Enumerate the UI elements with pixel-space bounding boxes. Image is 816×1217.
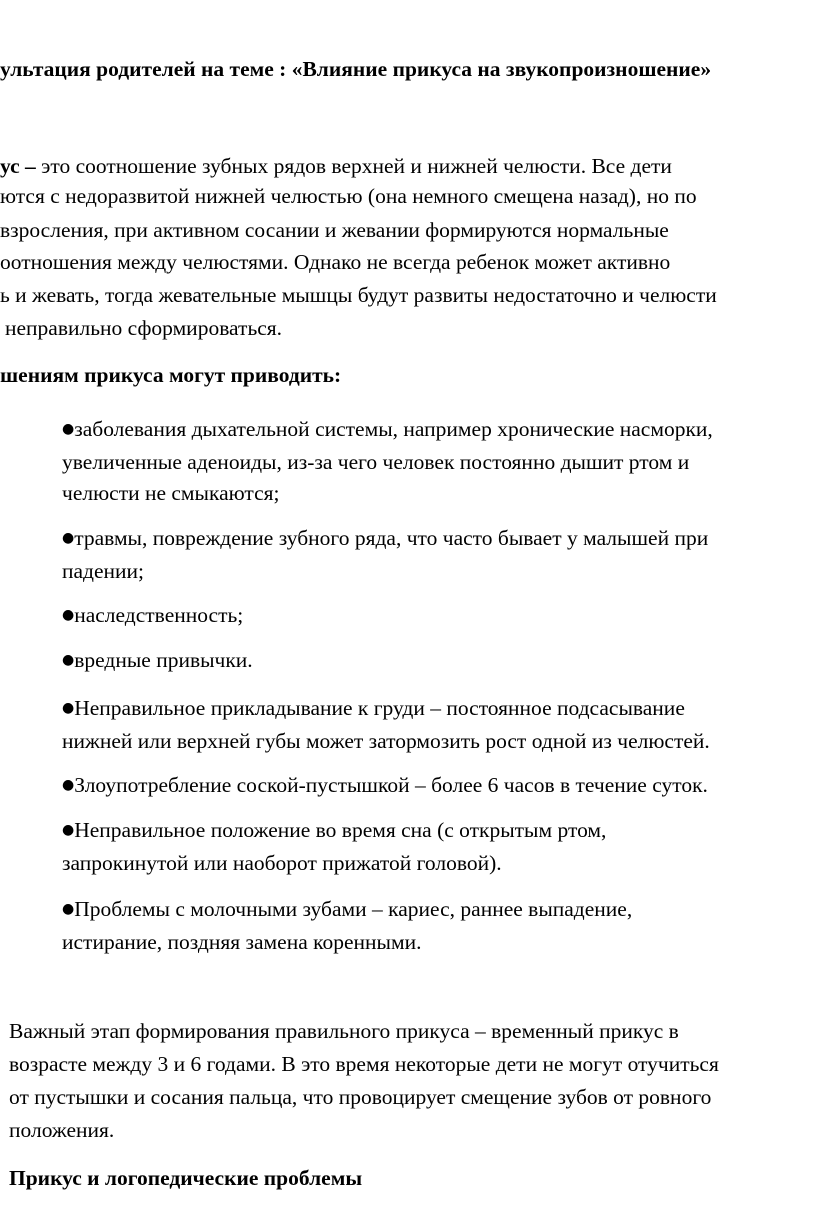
list-item-line: нижней или верхней губы может затормозить рост одной из челюстей.: [62, 729, 710, 753]
list-item-line: запрокинутой или наоборот прижатой головой).: [62, 851, 502, 875]
stage-line-1: Важный этап формирования правильного прикуса – временный прикус в: [9, 1019, 679, 1043]
definition-line-1: [0, 156, 672, 178]
list-item-line: ●вредные привычки.: [62, 648, 253, 672]
list-item-line: истирание, поздняя замена коренными.: [62, 930, 422, 954]
bullet-icon: ●: [62, 901, 75, 917]
definition-line-5: ь и жевать, тогда жевательные мышцы будут развиты недостаточно и челюсти: [0, 283, 717, 307]
section-heading: Прикус и логопедические проблемы: [9, 1166, 363, 1190]
stage-line-4: положения.: [9, 1118, 115, 1142]
definition-line-4: оотношения между челюстями. Однако не всегда ребенок может активно: [0, 250, 671, 274]
list-item-line: ●Злоупотребление соской-пустышкой – более 6 часов в течение суток.: [62, 773, 708, 797]
list-item-line: падении;: [62, 559, 145, 583]
bullet-icon: ●: [62, 530, 75, 546]
list-item-line: ●наследственность;: [62, 603, 244, 627]
definition-text-1: это соотношение зубных рядов верхней и нижней челюсти. Все дети: [35, 154, 672, 178]
list-item-line: ●Неправильное положение во время сна (с открытым ртом,: [62, 818, 607, 842]
definition-term: ус –: [0, 154, 36, 178]
list-item-line: ●Неправильное прикладывание к груди – постоянное подсасывание: [62, 696, 685, 720]
causes-heading: шениям прикуса могут приводить:: [0, 363, 342, 387]
bullet-icon: ●: [62, 421, 75, 437]
stage-line-3: от пустышки и сосания пальца, что провоцирует смещение зубов от ровного: [9, 1085, 712, 1109]
bullet-icon: ●: [62, 607, 75, 623]
definition-line-3: взросления, при активном сосании и жевании формируются нормальные: [0, 218, 669, 242]
document-title: ультация родителей на теме : «Влияние прикуса на звукопроизношение»: [0, 57, 712, 81]
list-item-line: ●заболевания дыхательной системы, например хронические насморки,: [62, 417, 713, 441]
definition-line-2: ются с недоразвитой нижней челюстью (она немного смещена назад), но по: [0, 184, 697, 208]
list-item-line: челюсти не смыкаются;: [62, 481, 280, 505]
stage-line-2: возрасте между 3 и 6 годами. В это время некоторые дети не могут отучиться: [9, 1052, 719, 1076]
list-item-line: ●Проблемы с молочными зубами – кариес, раннее выпадение,: [62, 897, 633, 921]
bullet-icon: ●: [62, 822, 75, 838]
list-item-line: увеличенные аденоиды, из-за чего человек постоянно дышит ртом и: [62, 450, 690, 474]
bullet-icon: ●: [62, 700, 75, 716]
bullet-icon: ●: [62, 777, 75, 793]
definition-line-6: неправильно сформироваться.: [5, 316, 283, 340]
bullet-icon: ●: [62, 652, 75, 668]
list-item-line: ●травмы, повреждение зубного ряда, что часто бывает у малышей при: [62, 526, 709, 550]
